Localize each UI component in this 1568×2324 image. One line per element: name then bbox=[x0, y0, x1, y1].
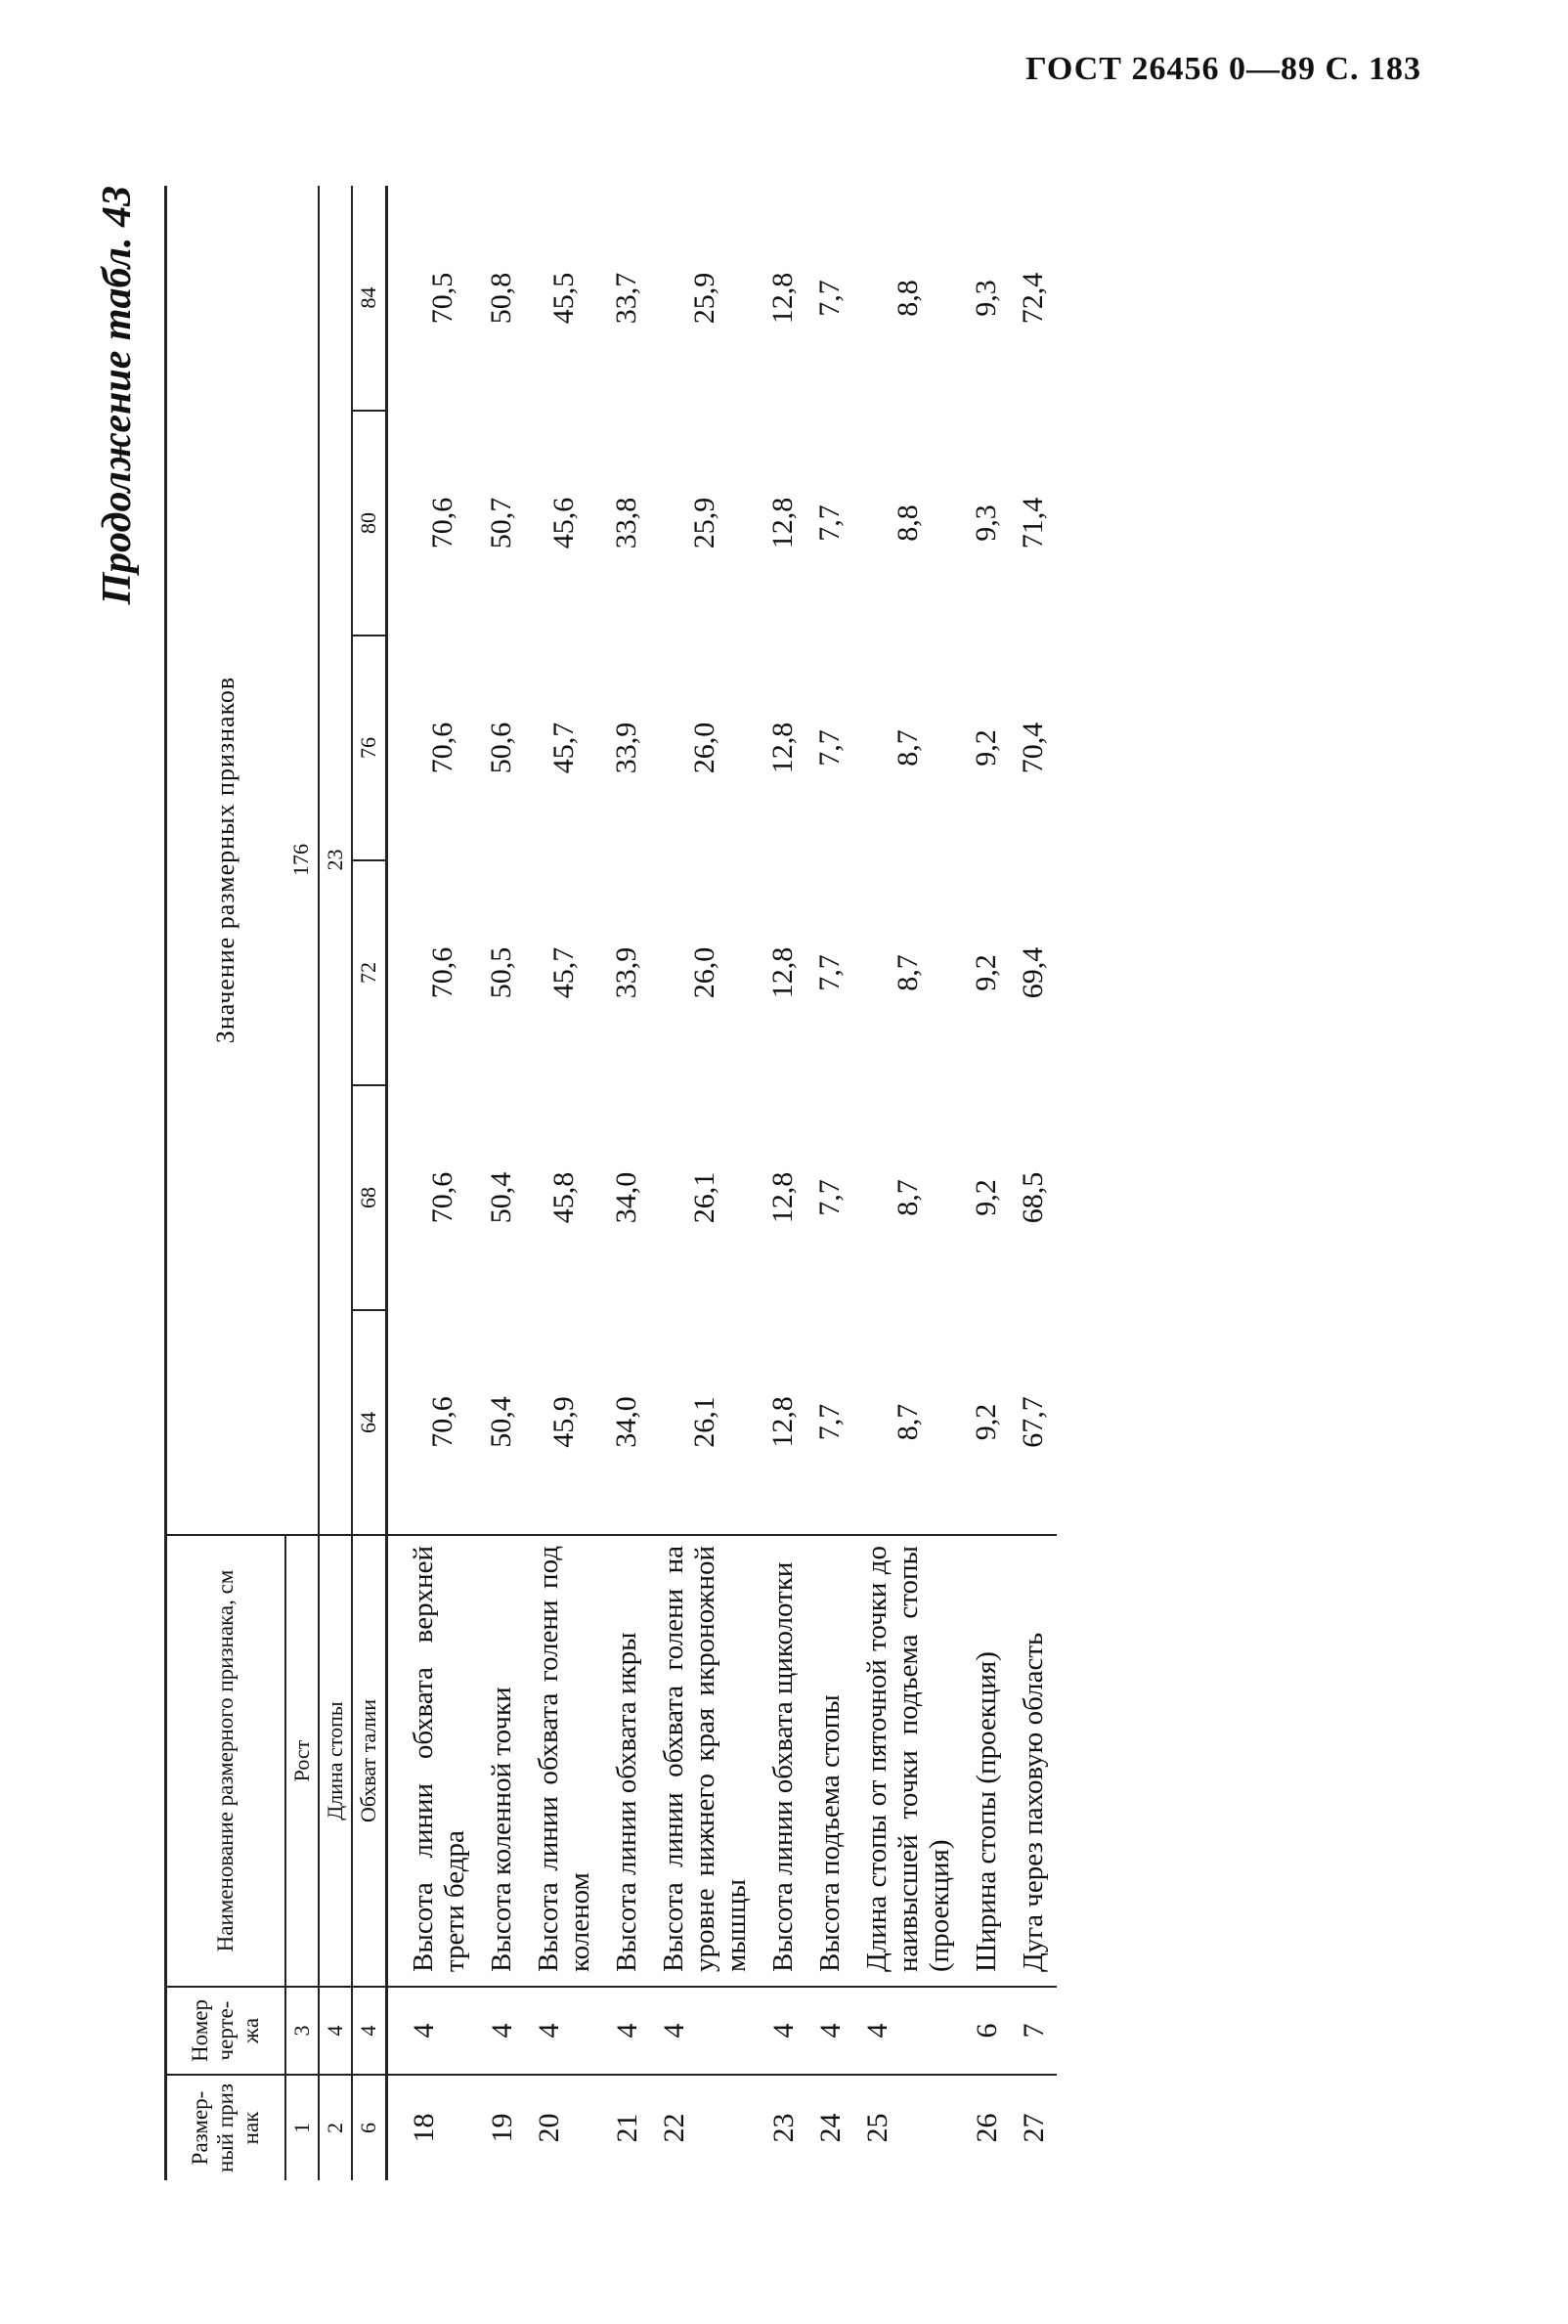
row-value: 34,0 bbox=[610, 1171, 642, 1224]
row-id: 24 bbox=[814, 2113, 847, 2143]
row-name: Высота линии обхвата голени на уровне нижнего края икроножной мышцы bbox=[650, 1535, 760, 1987]
row-value: 50,4 bbox=[478, 1310, 525, 1535]
head-foot-name: Длина стопы bbox=[319, 1535, 352, 1987]
row-value: 50,8 bbox=[485, 272, 517, 325]
row-name: Ширина стопы (проекция) bbox=[963, 1535, 1010, 1987]
row-id: 22 bbox=[658, 2113, 690, 2143]
head-foot-drawing: 4 bbox=[319, 1987, 352, 2075]
head-rost-drawing: 3 bbox=[285, 1987, 319, 2075]
head-rost-value: 176 bbox=[285, 186, 319, 1535]
row-value: 12,8 bbox=[766, 497, 799, 549]
row-name: Высота линии обхвата голени под коленом bbox=[525, 1535, 603, 1987]
row-id: 21 bbox=[611, 2113, 643, 2143]
row-value: 9,2 bbox=[963, 1310, 1010, 1535]
row-value: 12,8 bbox=[766, 722, 799, 774]
row-value: 12,8 bbox=[760, 1310, 806, 1535]
row-value: 8,8 bbox=[892, 504, 924, 542]
row-value: 12,8 bbox=[766, 946, 799, 999]
row-value: 71,4 bbox=[1017, 497, 1049, 549]
row-name: Длина стопы от пяточной точки до наивысшей точки подъема стопы (проекция) bbox=[853, 1535, 963, 1987]
row-id: 25 bbox=[861, 2113, 893, 2143]
row-name: Высота линии обхвата верхней трети бедра bbox=[387, 1535, 479, 1987]
row-value: 45,7 bbox=[547, 722, 580, 774]
row-id: 27 bbox=[1018, 2113, 1050, 2143]
row-value: 50,4 bbox=[485, 1171, 517, 1224]
head-rost-id: 1 bbox=[285, 2075, 319, 2180]
row-value: 33,9 bbox=[610, 946, 642, 999]
continuation-title: Продолжение табл. 43 bbox=[95, 186, 140, 605]
row-name: Высота линии обхвата щиколотки bbox=[760, 1535, 806, 1987]
row-drawing: 4 bbox=[387, 1987, 479, 2075]
head-waist-id: 6 bbox=[352, 2075, 387, 2180]
row-value: 7,7 bbox=[813, 954, 846, 991]
row-value: 45,7 bbox=[547, 946, 580, 999]
row-drawing: 6 bbox=[963, 1987, 1010, 2075]
row-value: 26,0 bbox=[688, 946, 720, 999]
row-value: 70,6 bbox=[387, 1310, 479, 1535]
row-value: 9,2 bbox=[970, 954, 1002, 991]
row-value: 8,8 bbox=[892, 280, 924, 317]
row-drawing: 4 bbox=[603, 1987, 650, 2075]
col-header-id: Размер-ный приз нак bbox=[166, 2075, 285, 2180]
head-foot-value: 23 bbox=[319, 186, 352, 1535]
row-id: 23 bbox=[767, 2113, 800, 2143]
head-waist-value: 84 bbox=[352, 186, 387, 411]
row-value: 70,5 bbox=[426, 272, 458, 325]
row-name: Высота подъема стопы bbox=[806, 1535, 853, 1987]
row-value: 70,4 bbox=[1017, 722, 1049, 774]
row-value: 45,6 bbox=[547, 497, 580, 549]
row-id: 18 bbox=[408, 2113, 440, 2143]
row-id: 20 bbox=[533, 2113, 565, 2143]
col-header-drawing: Номер черте-жа bbox=[166, 1987, 285, 2075]
row-value: 7,7 bbox=[813, 280, 846, 317]
row-name: Высота линии обхвата икры bbox=[603, 1535, 650, 1987]
head-waist-value: 64 bbox=[352, 1310, 387, 1535]
head-foot-id: 2 bbox=[319, 2075, 352, 2180]
row-name: Высота коленной точки bbox=[478, 1535, 525, 1987]
row-value: 12,8 bbox=[766, 272, 799, 325]
row-drawing: 4 bbox=[525, 1987, 603, 2075]
row-value: 7,7 bbox=[806, 1310, 853, 1535]
row-value: 8,7 bbox=[892, 729, 924, 767]
row-value: 7,7 bbox=[813, 729, 846, 767]
row-drawing: 7 bbox=[1010, 1987, 1057, 2075]
row-value: 34,0 bbox=[603, 1310, 650, 1535]
row-value: 33,7 bbox=[610, 272, 642, 325]
row-value: 25,9 bbox=[688, 272, 720, 325]
row-value: 70,6 bbox=[426, 946, 458, 999]
row-value: 12,8 bbox=[766, 1171, 799, 1224]
head-waist-drawing: 4 bbox=[352, 1987, 387, 2075]
row-value: 9,3 bbox=[970, 504, 1002, 542]
measurements-table bbox=[164, 186, 1057, 2180]
row-value: 33,9 bbox=[610, 722, 642, 774]
row-value: 72,4 bbox=[1017, 272, 1049, 325]
head-waist-value: 68 bbox=[352, 1085, 387, 1310]
row-value: 70,6 bbox=[426, 722, 458, 774]
row-value: 8,7 bbox=[892, 954, 924, 991]
row-value: 25,9 bbox=[688, 497, 720, 549]
row-value: 7,7 bbox=[813, 504, 846, 542]
row-drawing: 4 bbox=[806, 1987, 853, 2075]
row-value: 50,6 bbox=[485, 722, 517, 774]
row-value: 33,8 bbox=[610, 497, 642, 549]
row-drawing: 4 bbox=[760, 1987, 806, 2075]
row-value: 68,5 bbox=[1017, 1171, 1049, 1224]
row-value: 70,6 bbox=[426, 497, 458, 549]
row-value: 50,5 bbox=[485, 946, 517, 999]
col-header-name: Наименование размерного признака, см bbox=[166, 1535, 285, 1987]
rotated-table-area bbox=[88, 147, 1437, 2180]
row-value: 7,7 bbox=[813, 1179, 846, 1216]
row-value: 45,5 bbox=[547, 272, 580, 325]
head-rost-name: Рост bbox=[285, 1535, 319, 1987]
row-drawing: 4 bbox=[853, 1987, 963, 2075]
row-value: 26,1 bbox=[688, 1171, 720, 1224]
row-value: 8,7 bbox=[853, 1310, 963, 1535]
row-value: 9,2 bbox=[970, 729, 1002, 767]
row-value: 69,4 bbox=[1017, 946, 1049, 999]
row-value: 8,7 bbox=[892, 1179, 924, 1216]
head-waist-value: 72 bbox=[352, 860, 387, 1085]
row-id: 26 bbox=[971, 2113, 1003, 2143]
col-header-values: Значение размерных признаков bbox=[166, 186, 285, 1535]
row-value: 9,2 bbox=[970, 1179, 1002, 1216]
row-id: 19 bbox=[486, 2113, 518, 2143]
row-value: 9,3 bbox=[970, 280, 1002, 317]
row-drawing: 4 bbox=[478, 1987, 525, 2075]
row-value: 45,8 bbox=[547, 1171, 580, 1224]
row-value: 70,6 bbox=[426, 1171, 458, 1224]
row-value: 45,9 bbox=[525, 1310, 603, 1535]
row-value: 50,7 bbox=[485, 497, 517, 549]
head-waist-value: 80 bbox=[352, 411, 387, 636]
head-waist-value: 76 bbox=[352, 636, 387, 860]
row-name: Дуга через паховую область bbox=[1010, 1535, 1057, 1987]
row-value: 26,1 bbox=[650, 1310, 760, 1535]
head-waist-name: Обхват талии bbox=[352, 1535, 387, 1987]
row-value: 67,7 bbox=[1010, 1310, 1057, 1535]
row-drawing: 4 bbox=[650, 1987, 760, 2075]
row-value: 26,0 bbox=[688, 722, 720, 774]
page-header: ГОСТ 26456 0—89 С. 183 bbox=[1025, 51, 1421, 87]
